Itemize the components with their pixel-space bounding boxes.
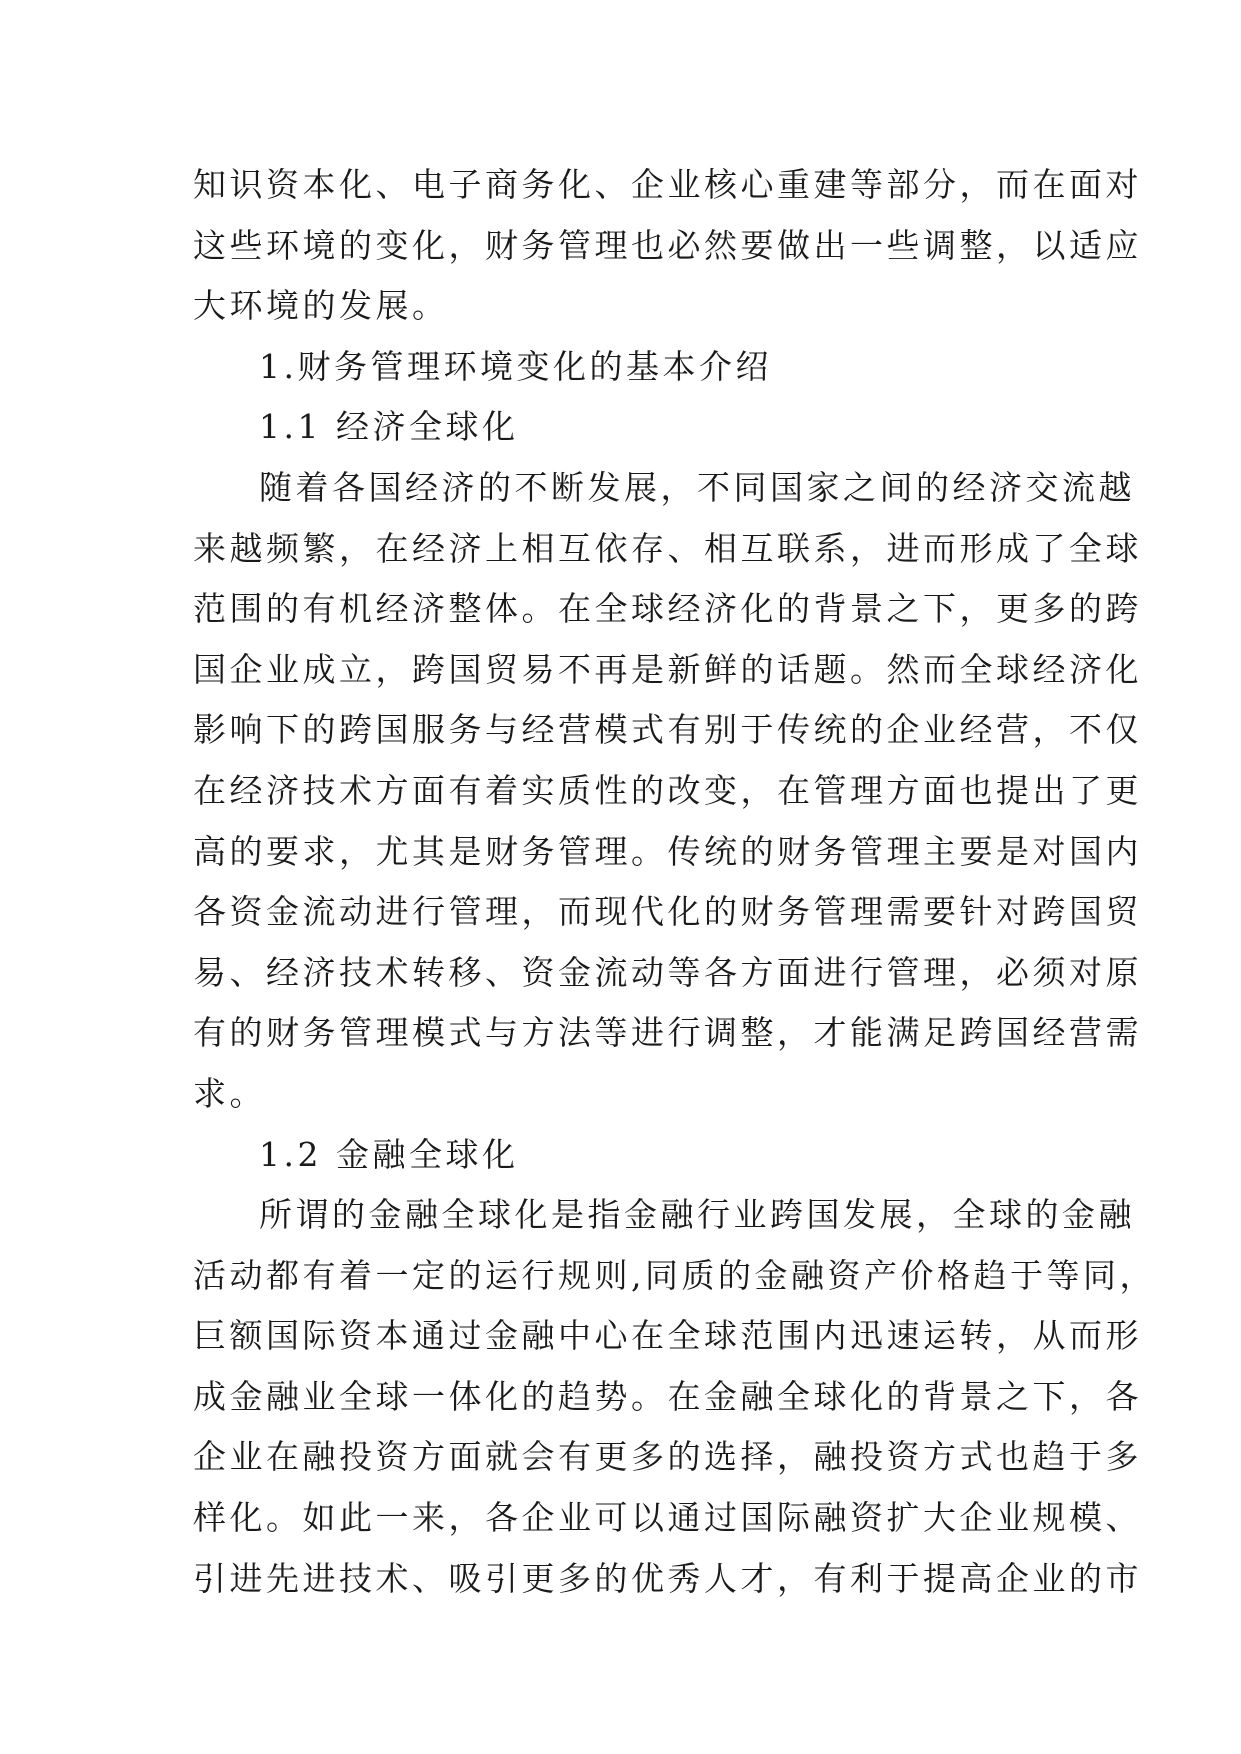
text-line: 有的财务管理模式与方法等进行调整，才能满足跨国经营需 bbox=[193, 1013, 1142, 1053]
text-line: 企业在融投资方面就会有更多的选择，融投资方式也趋于多 bbox=[193, 1437, 1142, 1477]
text-line: 来越频繁，在经济上相互依存、相互联系，进而形成了全球 bbox=[193, 528, 1142, 568]
text-line: 样化。如此一来，各企业可以通过国际融资扩大企业规模、 bbox=[193, 1498, 1142, 1538]
text-line: 巨额国际资本通过金融中心在全球范围内迅速运转，从而形 bbox=[193, 1316, 1142, 1356]
text-line: 各资金流动进行管理，而现代化的财务管理需要针对跨国贸 bbox=[193, 892, 1142, 932]
section-heading: 1.财务管理环境变化的基本介绍 bbox=[259, 346, 772, 386]
text-line: 成金融业全球一体化的趋势。在金融全球化的背景之下，各 bbox=[193, 1376, 1142, 1416]
document-page bbox=[193, 155, 1156, 1609]
text-line: 高的要求，尤其是财务管理。传统的财务管理主要是对国内 bbox=[193, 831, 1142, 871]
text-line: 知识资本化、电子商务化、企业核心重建等部分，而在面对 bbox=[193, 165, 1142, 204]
text-line: 求。 bbox=[193, 1073, 266, 1113]
text-line: 易、经济技术转移、资金流动等各方面进行管理，必须对原 bbox=[193, 952, 1142, 992]
paragraph-first-line: 所谓的金融全球化是指金融行业跨国发展，全球的金融 bbox=[259, 1195, 1135, 1235]
subsection-heading: 1.2 金融全球化 bbox=[259, 1134, 519, 1174]
subsection-heading: 1.1 经济全球化 bbox=[259, 407, 519, 447]
text-line: 范围的有机经济整体。在全球经济化的背景之下，更多的跨 bbox=[193, 589, 1142, 629]
text-line: 引进先进技术、吸引更多的优秀人才，有利于提高企业的市 bbox=[193, 1558, 1142, 1598]
text-line: 活动都有着一定的运行规则,同质的金融资产价格趋于等同， bbox=[193, 1255, 1156, 1295]
text-line: 这些环境的变化，财务管理也必然要做出一些调整，以适应 bbox=[193, 225, 1142, 265]
text-line: 大环境的发展。 bbox=[193, 286, 449, 326]
text-line: 国企业成立，跨国贸易不再是新鲜的话题。然而全球经济化 bbox=[193, 649, 1142, 689]
paragraph-first-line: 随着各国经济的不断发展，不同国家之间的经济交流越 bbox=[259, 467, 1135, 507]
text-line: 影响下的跨国服务与经营模式有别于传统的企业经营，不仅 bbox=[193, 710, 1142, 750]
text-line: 在经济技术方面有着实质性的改变，在管理方面也提出了更 bbox=[193, 770, 1142, 810]
